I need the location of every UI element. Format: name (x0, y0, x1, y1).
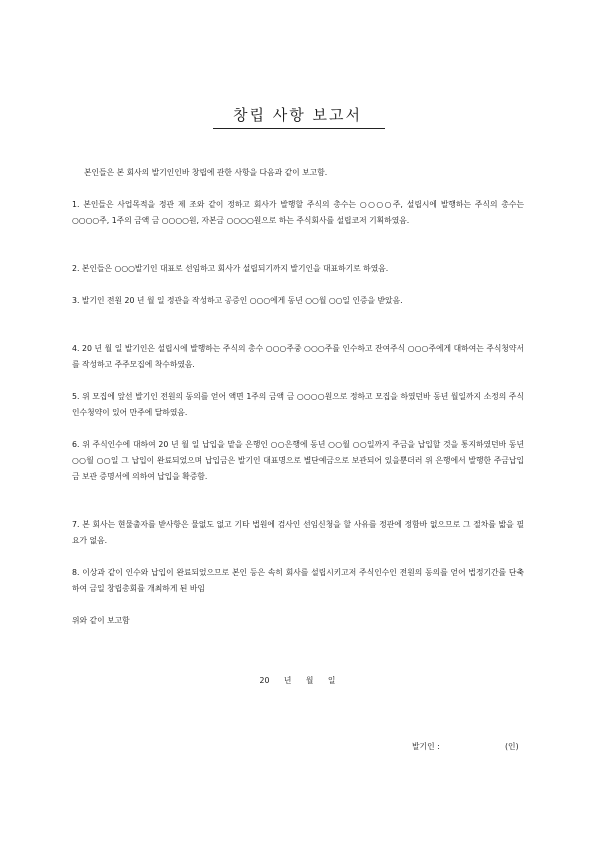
document-title: 창립 사항 보고서 (233, 106, 362, 124)
title-underline (213, 128, 385, 129)
item-6: 6. 위 주식인수에 대하여 20 년 월 일 납입을 맡을 은행인 ○○은행에 동년 ○○월 ○○일까지 주금을 납입할 것을 통지하였던바 동년 ○○월 ○○일 그 납입이 완료되었으며 납입금은 발기인 대표명으로 별단예금으로 보관되어 있을뿐더러 위 은행에서 발행한 주금납입금 보관 증명서에 의하여 납입을 확증함. (72, 440, 524, 481)
date-line: 20 년 월 일 (259, 676, 336, 685)
intro-paragraph: 본인들은 본 회사의 발기인인바 창립에 관한 사항을 다음과 같이 보고함. (84, 168, 328, 177)
signer-label: 발기인 : (412, 742, 440, 751)
seal-mark: (인) (505, 742, 519, 751)
item-3: 3. 발기인 전원 20 년 월 일 정관을 작성하고 공증인 ○○○에게 동년 ○○월 ○○일 인증을 받았음. (72, 296, 403, 305)
item-1: 1. 본인들은 사업목적을 정관 제 조와 같이 정하고 회사가 발행할 주식의 총수는 ○○○○주, 설립시에 발행하는 주식의 총수는 ○○○○주, 1주의 금액 금 ○○○○원, 자본금 ○○○○원으로 하는 주식회사를 설립코저 기획하였음. (72, 200, 524, 225)
item-8: 8. 이상과 같이 인수와 납입이 완료되었으므로 본인 등은 속히 회사를 설립시키고저 주식인수인 전원의 동의를 얻어 법정기간를 단축하여 금일 창립총회를 개최하게 된 바임 (72, 568, 524, 593)
closing-line: 위와 같이 보고함 (72, 616, 130, 625)
item-4: 4. 20 년 월 일 발기인은 설립시에 발행하는 주식의 총수 ○○○주중 ○○○주를 인수하고 잔여주식 ○○○주에게 대하여는 주식청약서를 작성하고 주주모집에 착수하였음. (72, 344, 524, 369)
item-7: 7. 본 회사는 현물출자를 받사항은 물없도 없고 기타 법원에 검사인 선임신청을 할 사유를 정관에 정함바 없으므로 그 절차를 밟을 필요가 없음. (72, 520, 524, 545)
item-2: 2. 본인들은 ○○○발기인 대표로 선임하고 회사가 설립되기까지 발기인을 대표하기로 하였음. (72, 264, 389, 273)
item-5: 5. 위 모집에 앞선 발기인 전원의 동의를 얻어 액면 1주의 금액 금 ○○○○원으로 정하고 모집을 하였던바 동년 월일까지 소정의 주식 인수청약이 있어 만주에 달하였음. (72, 392, 524, 417)
